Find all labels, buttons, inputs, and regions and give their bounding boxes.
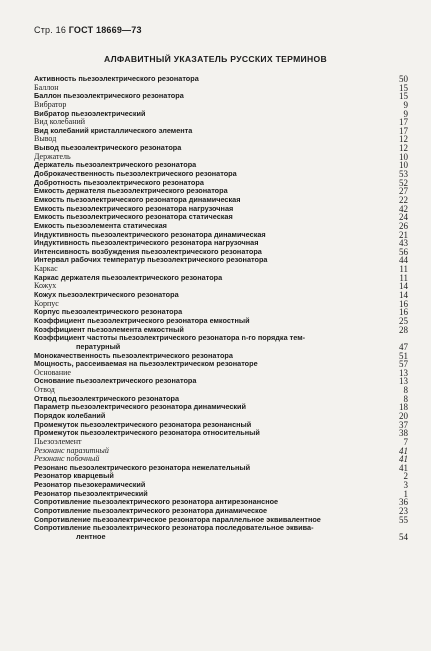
index-entry-term: Емкость пьезоэлектрического резонатора статическая bbox=[34, 212, 233, 222]
index-entry-term: Промежуток пьезоэлектрического резонатора резонансный bbox=[34, 419, 252, 429]
index-entry-page: 16 bbox=[399, 298, 408, 309]
index-entry bbox=[34, 274, 408, 283]
index-entry bbox=[34, 110, 408, 119]
index-entry-page: 13 bbox=[399, 376, 408, 387]
index-entry-term: Доброкачественность пьезоэлектрического резонатора bbox=[34, 169, 237, 179]
index-entry bbox=[34, 360, 408, 369]
index-entry-term: Вывод пьезоэлектрического резонатора bbox=[34, 143, 182, 153]
page-header bbox=[34, 25, 142, 35]
page-number: Стр. 16 bbox=[34, 25, 67, 35]
index-entry bbox=[34, 256, 408, 265]
index-entry-page: 7 bbox=[403, 436, 408, 447]
index-entry-page: 15 bbox=[399, 82, 408, 93]
index-entry-term: Кожух пьезоэлектрического резонатора bbox=[34, 290, 179, 300]
index-entry-page: 2 bbox=[403, 471, 408, 482]
index-entry bbox=[34, 144, 408, 153]
index-entry-page: 55 bbox=[399, 514, 408, 525]
index-entry-term: Активность пьезоэлектрического резонатора bbox=[34, 74, 199, 83]
index-entry-term: Корпус bbox=[34, 298, 59, 308]
index-entry-page: 38 bbox=[399, 428, 408, 439]
index-entry-page: 41 bbox=[399, 454, 408, 465]
index-entry-term: Промежуток пьезоэлектрического резонатора относительный bbox=[34, 428, 260, 438]
index-entry-page: 51 bbox=[399, 350, 408, 361]
index-entry-page: 10 bbox=[399, 160, 408, 171]
index-entry-term: Каркас bbox=[34, 264, 58, 274]
index-entry-page: 14 bbox=[399, 290, 408, 301]
index-entry-term: Резонатор пьезокерамический bbox=[34, 480, 146, 490]
index-entry-page: 23 bbox=[399, 506, 408, 517]
index-entry-term: Отвод bbox=[34, 385, 55, 395]
index-entry-term: Резонатор пьезоэлектрический bbox=[34, 488, 148, 498]
index-entry-page: 56 bbox=[399, 246, 408, 257]
index-entry-term: Каркас держателя пьезоэлектрического резонатора bbox=[34, 272, 223, 282]
index-entry-term: Вид колебаний кристаллического элемента bbox=[34, 125, 193, 135]
index-entry-page: 26 bbox=[399, 220, 408, 231]
index-entry-term: Вывод bbox=[34, 134, 57, 144]
index-entry-term: Емкость пьезоэлектрического резонатора нагрузочная bbox=[34, 203, 234, 213]
index-entry-page: 17 bbox=[399, 125, 408, 136]
index-entry-page: 27 bbox=[399, 186, 408, 197]
index-entry-term: Монокачественность пьезоэлектрического резонатора bbox=[34, 350, 233, 360]
index-entry-page: 11 bbox=[399, 264, 408, 275]
index-entry-term: Емкость держателя пьезоэлектрического резонатора bbox=[34, 186, 228, 196]
index-entry-page: 44 bbox=[399, 255, 408, 266]
index-entry-page: 20 bbox=[399, 410, 408, 421]
index-entry-term: Сопротивление пьезоэлектрического резонатора последовательное эквива- bbox=[34, 523, 314, 533]
index-entry-page: 3 bbox=[403, 480, 408, 491]
index-entry-page: 41 bbox=[399, 462, 408, 473]
index-entry-page: 18 bbox=[399, 402, 408, 413]
index-entry-term: Индуктивность пьезоэлектрического резонатора нагрузочная bbox=[34, 238, 259, 248]
index-entry-term: Резонатор кварцевый bbox=[34, 471, 114, 481]
index-entry-page: 10 bbox=[399, 151, 408, 162]
index-entry-page: 9 bbox=[403, 99, 408, 110]
index-entry-term: Корпус пьезоэлектрического резонатора bbox=[34, 307, 183, 317]
index-entry-term-continuation: пературный bbox=[76, 341, 121, 351]
index-entry-page: 52 bbox=[399, 177, 408, 188]
index-entry-term: Коэффициент пьезоэлемента емкостный bbox=[34, 324, 184, 334]
index-entry-term: Баллон bbox=[34, 82, 59, 92]
index-entry-page: 9 bbox=[403, 108, 408, 119]
index-entry-term: Вибратор bbox=[34, 99, 67, 109]
index-entry-term: Индуктивность пьезоэлектрического резонатора динамическая bbox=[34, 229, 266, 239]
index-entry-term: Основание bbox=[34, 367, 71, 377]
index-entry-page: 47 bbox=[399, 341, 408, 352]
index-entry-page: 53 bbox=[399, 169, 408, 180]
index-entry-term: Мощность, рассеиваемая на пьезоэлектрическом резонаторе bbox=[34, 359, 258, 369]
index-entry-term: Сопротивление пьезоэлектрического резонатора антирезонансное bbox=[34, 497, 279, 507]
index-entry-term: Сопротивление пьезоэлектрическое резонатора параллельное эквивалентное bbox=[34, 514, 321, 524]
index-entry-page: 43 bbox=[399, 238, 408, 249]
index-entry-page: 15 bbox=[399, 91, 408, 102]
index-entry-page: 50 bbox=[399, 74, 408, 84]
index-entry-page: 16 bbox=[399, 307, 408, 318]
index-entry-continuation bbox=[34, 533, 408, 542]
index-entry-page: 36 bbox=[399, 497, 408, 508]
index-entry-page: 57 bbox=[399, 359, 408, 370]
index-entry bbox=[34, 377, 408, 386]
index-entry-page: 8 bbox=[403, 393, 408, 404]
index-entry-page: 17 bbox=[399, 117, 408, 128]
index-entry-page: 22 bbox=[399, 194, 408, 205]
index-entry-term: Баллон пьезоэлектрического резонатора bbox=[34, 91, 184, 101]
index-entry-term: Интервал рабочих температур пьезоэлектрического резонатора bbox=[34, 255, 268, 265]
index-entry-page: 11 bbox=[399, 272, 408, 283]
standard-number: ГОСТ 18669—73 bbox=[68, 25, 142, 35]
index-entry-term: Держатель bbox=[34, 151, 71, 161]
index-entry bbox=[34, 75, 408, 84]
index-entry-term: Порядок колебаний bbox=[34, 410, 106, 420]
index-entry-page: 25 bbox=[399, 315, 408, 326]
index-entry-page: 24 bbox=[399, 212, 408, 223]
index-entry-term: Резонанс пьезоэлектрического резонатора нежелательный bbox=[34, 462, 251, 472]
index-entry-term: Емкость пьезоэлемента статическая bbox=[34, 220, 167, 230]
index-entry bbox=[34, 92, 408, 101]
index-entry-term: Резонанс побочный bbox=[34, 454, 100, 464]
term-index-list bbox=[34, 75, 408, 542]
index-entry-page: 54 bbox=[399, 531, 408, 542]
index-entry-page: 37 bbox=[399, 419, 408, 430]
index-entry-term: Отвод пьезоэлектрического резонатора bbox=[34, 393, 180, 403]
index-entry-page: 12 bbox=[399, 134, 408, 145]
index-entry-page: 1 bbox=[403, 488, 408, 499]
index-entry-term: Коэффициент пьезоэлектрического резонатора емкостный bbox=[34, 315, 250, 325]
index-entry-page: 28 bbox=[399, 324, 408, 335]
index-entry-term: Параметр пьезоэлектрического резонатора динамический bbox=[34, 402, 247, 412]
index-entry-term: Добротность пьезоэлектрического резонатора bbox=[34, 177, 204, 187]
index-entry-term: Резонанс паразитный bbox=[34, 445, 109, 455]
index-entry-page: 21 bbox=[399, 229, 408, 240]
index-entry-term: Вид колебаний bbox=[34, 117, 86, 127]
index-entry-term: Сопротивление пьезоэлектрического резонатора динамическое bbox=[34, 506, 268, 516]
index-entry bbox=[34, 127, 408, 136]
index-entry-term: Емкость пьезоэлектрического резонатора динамическая bbox=[34, 194, 241, 204]
index-entry-term: Вибратор пьезоэлектрический bbox=[34, 108, 146, 118]
index-entry-term: Кожух bbox=[34, 281, 57, 291]
index-entry-page: 41 bbox=[399, 445, 408, 456]
index-entry-term: Интенсивность возбуждения пьезоэлектрического резонатора bbox=[34, 246, 262, 256]
index-title: АЛФАВИТНЫЙ УКАЗАТЕЛЬ РУССКИХ ТЕРМИНОВ bbox=[103, 54, 328, 64]
index-entry-page: 12 bbox=[399, 143, 408, 154]
index-entry bbox=[34, 291, 408, 300]
index-entry-page: 42 bbox=[399, 203, 408, 214]
index-entry bbox=[34, 429, 408, 438]
index-entry-term: Коэффициент частоты пьезоэлектрического резонатора n-го порядка тем- bbox=[34, 333, 306, 343]
index-entry-term: Основание пьезоэлектрического резонатора bbox=[34, 376, 197, 386]
index-entry-page: 8 bbox=[403, 385, 408, 396]
index-entry-page: 14 bbox=[399, 281, 408, 292]
index-entry-term-continuation: лентное bbox=[76, 531, 106, 541]
index-entry-page: 13 bbox=[399, 367, 408, 378]
index-entry-term: Пьезоэлемент bbox=[34, 436, 82, 446]
index-entry-term: Держатель пьезоэлектрического резонатора bbox=[34, 160, 197, 170]
